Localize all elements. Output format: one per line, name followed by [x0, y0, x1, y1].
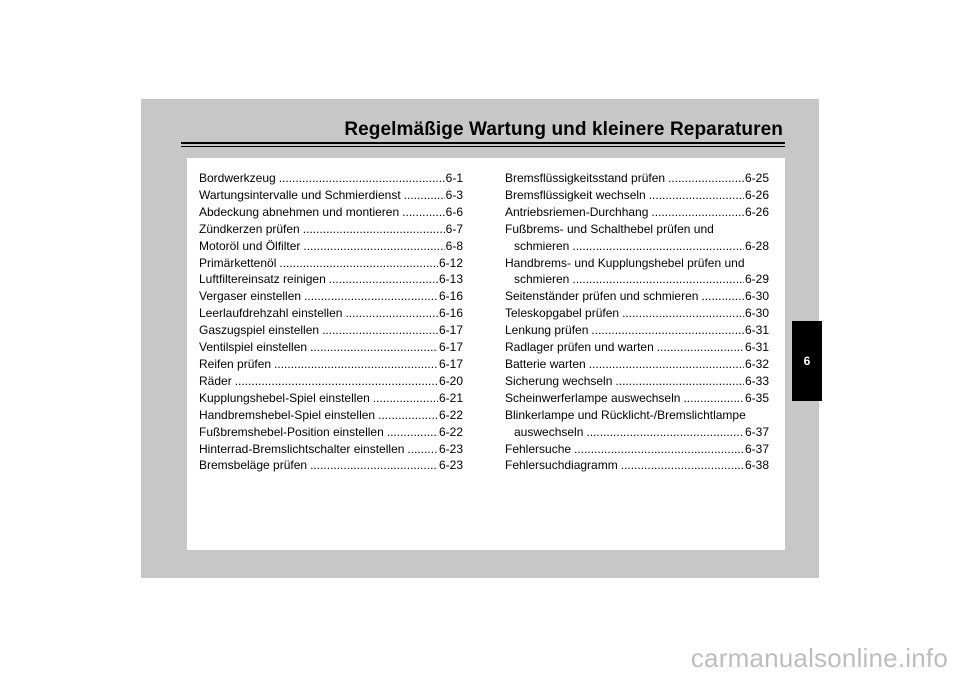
toc-leader-dots [304, 288, 438, 305]
toc-entry-page: 6-16 [438, 306, 463, 321]
chapter-tab-number: 6 [803, 354, 811, 368]
title-rule [181, 142, 785, 144]
toc-leader-dots [701, 288, 744, 305]
toc-leader-dots [572, 271, 744, 288]
toc-leader-dots [407, 441, 438, 458]
toc-leader-dots [586, 424, 744, 441]
toc-leader-dots [622, 305, 744, 322]
watermark: carmanualsonline.info [690, 643, 948, 673]
toc-entry-label-line1: Fußbrems- und Schalthebel prüfen und [505, 221, 714, 236]
toc-entry-page: 6-37 [744, 424, 769, 439]
toc-entry-page: 6-17 [438, 323, 463, 338]
toc-entry[interactable] [199, 339, 463, 356]
toc-entry[interactable] [199, 407, 463, 424]
toc-entry-page: 6-30 [744, 306, 769, 321]
toc-leader-dots [373, 390, 438, 407]
toc-entry-label: Wartungsintervalle und Schmierdienst [199, 187, 401, 202]
toc-entry[interactable] [199, 424, 463, 441]
toc-leader-dots [668, 170, 744, 187]
toc-entry-page: 6-6 [445, 204, 463, 219]
toc-entry[interactable] [199, 238, 463, 255]
toc-entry[interactable] [505, 221, 769, 255]
toc-entry[interactable] [199, 221, 463, 238]
toc-entry-page: 6-17 [438, 340, 463, 355]
toc-leader-dots [329, 271, 438, 288]
toc-entry[interactable] [199, 441, 463, 458]
toc-leader-dots [303, 238, 444, 255]
toc-entry-page: 6-31 [744, 340, 769, 355]
title-rule-thin [181, 146, 785, 147]
toc-entry-label-line1: Blinkerlampe und Rücklicht-/Bremslichtlampe [505, 407, 746, 422]
toc-entry-page: 6-38 [744, 458, 769, 473]
toc-entry-label: Reifen prüfen [199, 356, 272, 371]
toc-entry-label: Bordwerkzeug [199, 171, 276, 185]
toc-leader-dots [615, 373, 744, 390]
toc-entry-page: 6-37 [744, 441, 769, 456]
toc-entry-page: 6-7 [445, 221, 463, 236]
toc-leader-dots [279, 170, 445, 187]
toc-entry-page: 6-23 [438, 458, 463, 473]
toc-leader-dots [621, 457, 744, 474]
toc-entry-page: 6-26 [744, 187, 769, 202]
toc-entry[interactable] [199, 204, 463, 221]
toc-entry-label: Fußbremshebel-Position einstellen [199, 424, 384, 439]
page-title: Regelmäßige Wartung und kleinere Reparaturen [344, 119, 783, 140]
toc-entry-label: Kupplungshebel-Spiel einstellen [199, 390, 370, 405]
toc-entry[interactable] [199, 322, 463, 339]
toc-entry-page: 6-1 [445, 171, 463, 185]
toc-entry[interactable] [199, 390, 463, 407]
toc-entry-label: schmieren [514, 238, 570, 253]
toc-entry-page: 6-28 [744, 238, 769, 253]
toc-entry-page: 6-12 [438, 255, 463, 270]
toc-entry[interactable] [199, 356, 463, 373]
toc-entry-label: Ventilspiel einstellen [199, 340, 308, 355]
toc-entry-page: 6-33 [744, 373, 769, 388]
toc-column-right [505, 170, 769, 474]
toc-entry-label: Fehlersuche [505, 441, 572, 456]
toc-entry[interactable] [199, 271, 463, 288]
toc-column-left [199, 170, 463, 474]
toc-entry[interactable] [505, 407, 769, 441]
toc-entry-page: 6-32 [744, 356, 769, 371]
toc-entry-page: 6-17 [438, 356, 463, 371]
toc-entry-label: Batterie warten [505, 356, 586, 371]
toc-entry-page: 6-16 [438, 289, 463, 304]
toc-leader-dots [649, 187, 744, 204]
toc-entry-label: Gaszugspiel einstellen [199, 323, 320, 338]
toc-entry-page: 6-31 [744, 323, 769, 338]
toc-entry-page: 6-22 [438, 407, 463, 422]
toc-entry-page: 6-26 [744, 204, 769, 219]
toc-entry-label: Fehlersuchdiagramm [505, 458, 618, 473]
toc-entry-label: Abdeckung abnehmen und montieren [199, 204, 400, 219]
toc-leader-dots [591, 322, 744, 339]
toc-entry-label-line1: Handbrems- und Kupplungshebel prüfen und [505, 255, 745, 270]
toc-leader-dots [572, 238, 744, 255]
toc-entry[interactable] [199, 457, 463, 474]
toc-entry[interactable] [505, 356, 769, 373]
toc-leader-dots [310, 339, 438, 356]
toc-entry-label: Vergaser einstellen [199, 289, 302, 304]
toc-entry-label: schmieren [514, 272, 570, 287]
toc-entry[interactable] [505, 170, 769, 187]
toc-entry-label: Radlager prüfen und warten [505, 340, 654, 355]
toc-entry-label: Leerlaufdrehzahl einstellen [199, 306, 343, 321]
toc-entry[interactable] [505, 339, 769, 356]
toc-leader-dots [387, 424, 438, 441]
toc-entry-label: Seitenständer prüfen und schmieren [505, 289, 699, 304]
toc-entry[interactable] [505, 373, 769, 390]
toc-entry-label: Lenkung prüfen [505, 323, 589, 338]
toc-entry-label: Teleskopgabel prüfen [505, 306, 620, 321]
toc-leader-dots [310, 457, 438, 474]
toc-entry[interactable] [505, 390, 769, 407]
toc-leader-dots [404, 187, 445, 204]
toc-entry-label: Antriebsriemen-Durchhang [505, 204, 649, 219]
toc-entry[interactable] [505, 457, 769, 474]
chapter-tab[interactable] [792, 321, 822, 401]
toc-leader-dots [651, 204, 744, 221]
toc-entry-page: 6-20 [438, 373, 463, 388]
toc-entry-page: 6-21 [438, 390, 463, 405]
toc-entry[interactable] [505, 288, 769, 305]
toc-entry-label: Bremsbeläge prüfen [199, 458, 308, 473]
toc-entry-page: 6-3 [445, 187, 463, 202]
toc-entry-label: Hinterrad-Bremslichtschalter einstellen [199, 441, 405, 456]
toc-leader-dots [322, 322, 438, 339]
toc-entry-page: 6-22 [438, 424, 463, 439]
toc-entry[interactable] [199, 187, 463, 204]
toc-entry-page: 6-25 [744, 171, 769, 185]
toc-entry-page: 6-35 [744, 390, 769, 405]
toc-leader-dots [683, 390, 744, 407]
toc-entry-label: Zündkerzen prüfen [199, 221, 300, 236]
toc-leader-dots [574, 441, 744, 458]
toc-entry-label: Bremsflüssigkeit wechseln [505, 187, 646, 202]
toc-leader-dots [274, 356, 438, 373]
toc-entry[interactable] [505, 255, 769, 289]
toc-leader-dots [235, 373, 438, 390]
toc-entry[interactable] [199, 373, 463, 390]
toc-entry[interactable] [505, 322, 769, 339]
toc-entry-page: 6-23 [438, 441, 463, 456]
toc-leader-dots [279, 255, 438, 272]
toc-entry-page: 6-29 [744, 272, 769, 287]
toc-leader-dots [345, 305, 438, 322]
toc-entry[interactable] [199, 170, 463, 187]
toc-entry[interactable] [505, 305, 769, 322]
toc-entry-label: Sicherung wechseln [505, 373, 613, 388]
toc-entry[interactable] [199, 288, 463, 305]
toc-entry-label: auswechseln [514, 424, 584, 439]
toc-panel [187, 158, 785, 550]
toc-leader-dots [303, 221, 445, 238]
toc-entry[interactable] [199, 255, 463, 272]
manual-page [141, 99, 819, 578]
toc-entry[interactable] [505, 204, 769, 221]
toc-entry[interactable] [505, 441, 769, 458]
toc-entry-page: 6-8 [445, 238, 463, 253]
toc-leader-dots [402, 204, 445, 221]
toc-leader-dots [378, 407, 438, 424]
toc-leader-dots [589, 356, 744, 373]
toc-entry-label: Luftfiltereinsatz reinigen [199, 272, 326, 287]
toc-entry-label: Räder [199, 373, 232, 388]
toc-entry-label: Motoröl und Ölfilter [199, 238, 301, 253]
toc-entry[interactable] [199, 305, 463, 322]
toc-entry-page: 6-30 [744, 289, 769, 304]
toc-leader-dots [657, 339, 744, 356]
toc-entry[interactable] [505, 187, 769, 204]
toc-entry-label: Scheinwerferlampe auswechseln [505, 390, 681, 405]
toc-entry-label: Bremsflüssigkeitsstand prüfen [505, 171, 666, 185]
toc-entry-label: Handbremshebel-Spiel einstellen [199, 407, 376, 422]
toc-entry-label: Primärkettenöl [199, 255, 277, 270]
toc-entry-page: 6-13 [438, 272, 463, 287]
